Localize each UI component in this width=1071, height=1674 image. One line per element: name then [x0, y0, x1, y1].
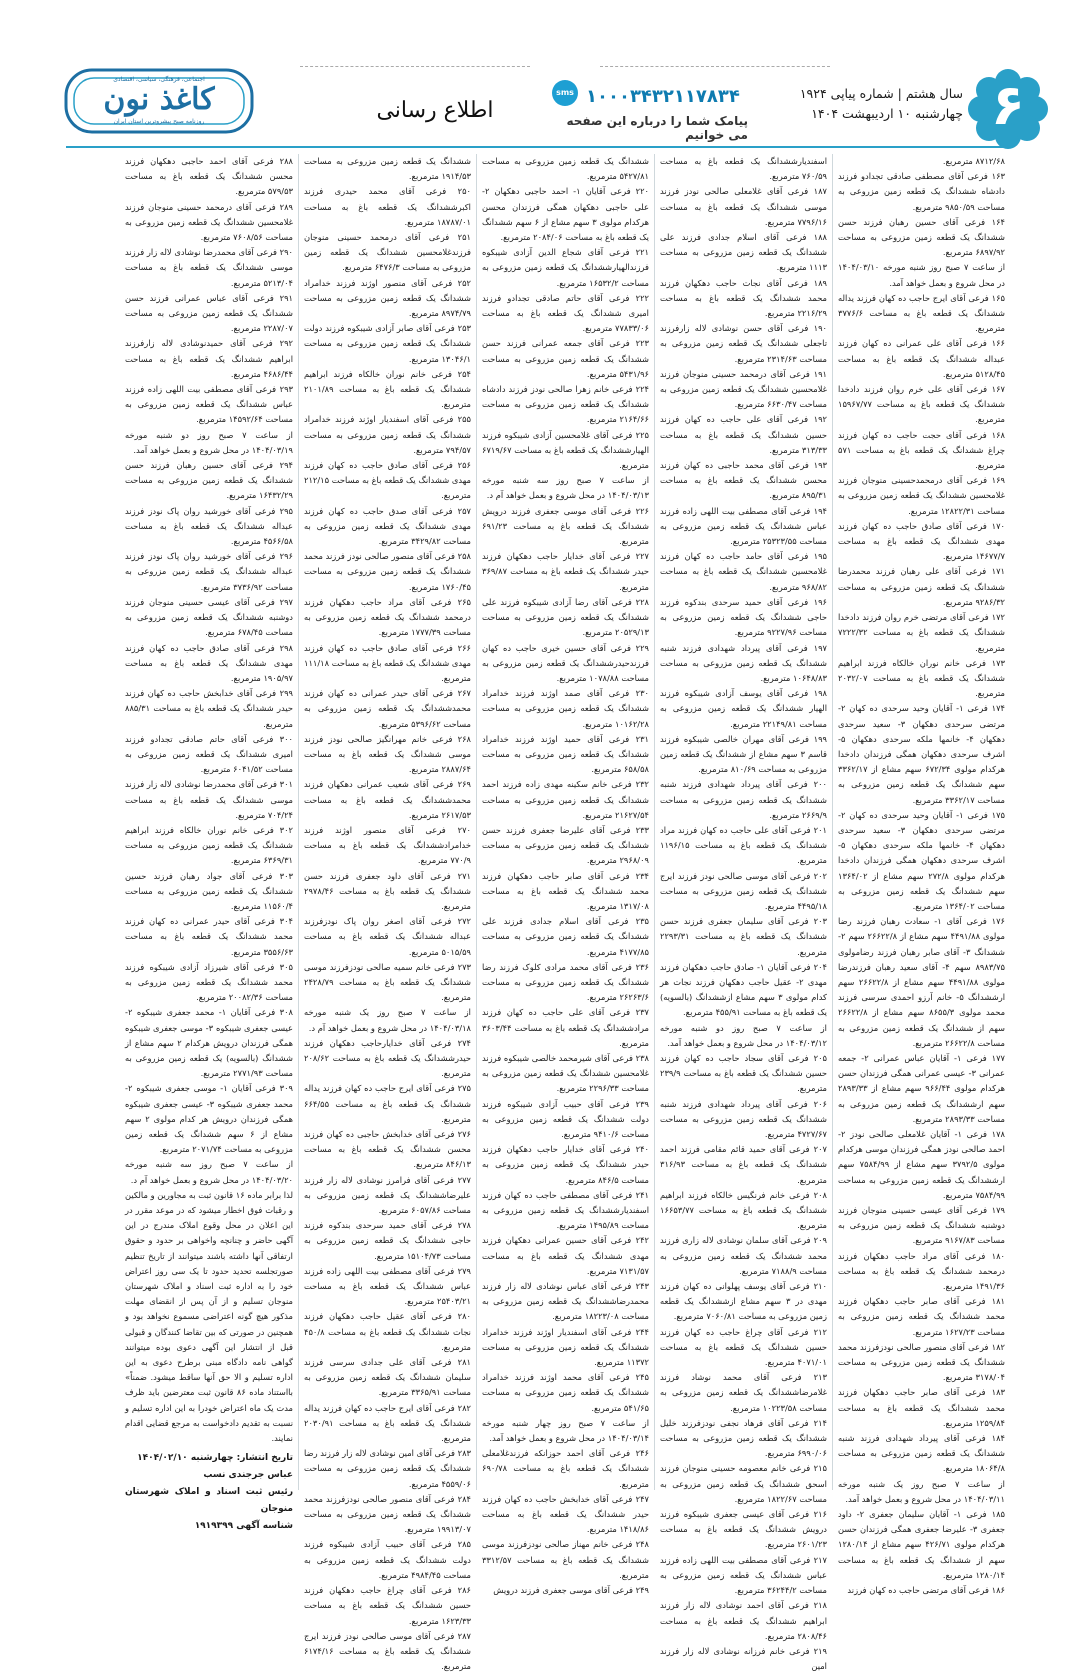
- notice-paragraph: ۲۳۶ فرعی آقای محمد مرادی کلوک فرزند رضا ششدانگ یک قطعه زمین مزروعی به مساحت ۲۶۲۶۳/۶ مترمربع.: [482, 961, 649, 1003]
- notice-paragraph: ۲۲۷ فرعی آقای خدایار حاجب دهکهان فرزند حیدر ششدانگ یک قطعه باغ به مساحت ۳۶۹/۸۷ مترمربع.: [482, 551, 649, 592]
- notice-paragraph: ۱۸۳ فرعی آقای صابر حاجب دهکهان فرزند محمد ششدانگ یک قطعه باغ به مساحت ۱۲۵۹/۸۴ مترمربع.: [838, 1387, 1005, 1428]
- notice-paragraph: ۱۸۱ فرعی آقای صابر حاجب دهکهان فرزند محمد ششدانگ یک قطعه زمین مزروعی به مساحت ۱۶۲۷/۲۳ مترمربع.: [838, 1296, 1005, 1337]
- notice-paragraph: ۲۹۲ فرعی آقای حمیدنوشادی لاله زارفرزند ابراهیم ششدانگ یک قطعه باغ به مساحت ۴۶۸۶/۴۴ مترمربع.: [125, 338, 293, 379]
- notice-paragraph: ۲۱۹ فرعی خانم فرزانه نوشادی لاله زار فرزند امین: [660, 1645, 827, 1672]
- notice-paragraph: ۲۵۰ فرعی آقای محمد حیدری فرزند اکبرششدانگ یک قطعه باغ به مساحت ۱۸۷۸۷/۰۱ مترمربع.: [304, 186, 471, 227]
- notice-paragraph: لذا برابر ماده ۱۶ قانون ثبت به مجاورین و مالکین و رقبات فوق اخطار میشود که در موعد مقرر در این اعلان در محل وقوع املاک مندرج در این آگهی حاضر و چنانچه واخواهی بر حدود و حقوق ارتفاقی آنها داشته باشند میتوانند از تاریخ تنظیم صورتجلسه تحدید حدود تا یک سی روز اعتراض خود را به اداره ثبت اسناد و املاک شهرستان منوجان تسلیم و از آن پس از انقضای مهلت مذکور هیچ گونه اعتراضی مسموع نخواهد بود و همچنین در صورتی که بین تقاضا کنندگان و قبولی قبل از انتشار این آگهی دعوی بوده میتوانند گواهی نامه دادگاه مبنی برطرح دعوی به این اداره تسلیم و الا حق آنها ساقط میشود. ضمناً» بااستناد ماده ۸۶ قانون ثبت معترضین باید ظرف مدت یک ماه اعتراض خودرا به این اداره تسلیم و نسبت به تقدیم دادخواست به مرجع قضایی اقدام نمایند.: [125, 1189, 293, 1444]
- notice-paragraph: ۱۹۰ فرعی آقای حسن نوشادی لاله زارفرزند تاجعلی ششدانگ یک قطعه زمین مزروعی به مساحت ۲۳۱۴/۶۳ مترمربع.: [660, 323, 827, 364]
- notice-paragraph: ۲۹۵ فرعی آقای خورشید روان پاک نودز فرزند عبداله ششدانگ یک قطعه باغ به مساحت ۴۵۶۶/۵۸ مترمربع.: [125, 505, 293, 547]
- notice-paragraph: ۲۱۰ فرعی آقای یوسف پهلوانی ده کهان فرزند مهدی در ۳ سهم مشاع ازششدانگ یک قطعه زمین مزروعی به مساحت ۷۰۶۰/۸۱ مترمربع.: [660, 1281, 828, 1322]
- notice-paragraph: ۲۷۸ فرعی آقای حمید سرحدی بندکوه فرزند حاجی ششدانگ یک قطعه زمین مزروعی به مساحت ۱۵۱۰۴/۷۳ مترمربع.: [304, 1220, 471, 1261]
- notice-paragraph: ۲۰۹ فرعی آقای سلمان نوشادی لاله زاری فرزند محمد ششدانگ یک قطعه زمین مزروعی به مساحت ۷۱۸۸/۹ مترمربع.: [660, 1235, 827, 1276]
- notice-paragraph: ۳۰۰ فرعی آقای حاتم صادقی تجدادو فرزند امیری ششدانگ یک قطعه زمین مزروعی به مساحت ۶۰۴۱/۵۲ مترمربع.: [125, 733, 293, 775]
- column-3: [476, 154, 654, 1596]
- notice-paragraph: ۲۵۴ فرعی خانم نوران خالکاه فرزند ابراهیم ششدانگ یک قطعه باغ به مساحت ۲۱۰۱/۸۹ مترمربع.: [304, 368, 471, 410]
- column-2: [654, 154, 832, 1672]
- notice-paragraph: ۲۱۸ فرعی آقای احمد نوشادی لاله زار فرزند ابراهیم ششدانگ یک قطعه باغ به مساحت ۲۸۰۸/۴۶ مترمربع.: [660, 1600, 827, 1641]
- notice-paragraph: ۲۵۳ فرعی آقای صابر آزادی شیبکوه فرزند دولت ششدانگ یک قطعه زمین مزروعی به مساحت ۱۳۰۴۶/۱ مترمربع.: [304, 323, 471, 364]
- notice-paragraph: ۱۷۳ فرعی خانم نوران خالکاه فرزند ابراهیم ششدانگ یک قطعه باغ به مساحت ۲۰۳۲/۰۷ مترمربع.: [838, 657, 1005, 699]
- notice-paragraph: ۲۴۴ فرعی آقای اسفندیار اوژند فرزند خدامراد ششدانگ یک قطعه زمین مزروعی به مساحت ۱۱۳۷۲ مترمربع.: [482, 1326, 649, 1368]
- notice-paragraph: ۲۳۴ فرعی آقای صابر حاجب دهکهان فرزند محمد ششدانگ یک قطعه باغ به مساحت ۱۳۱۷/۰۸ مترمربع.: [482, 870, 649, 911]
- notice-paragraph: ۲۶۶ فرعی آقای صادق حاجب ده کهان فرزند مهدی ششدانگ یک قطعه باغ به مساحت ۱۱۱/۱۸ مترمربع.: [304, 642, 471, 683]
- notice-paragraph: ۱۷۶ فرعی آقای ۱- سعادت رهبان فرزند رضا مولوی ۴۴۹۱/۸۸ سهم مشاع از ۲۶۶۲۲/۸ سهم ۲- ششدانگ ۳- آقای صابر رهبان فرزند رضامولوی ۸۹۸۳/۷۵ سهم ۴- آقای سعید رهبان فرزندرضا مولوی ۴۴۹۱/۸۸ سهم مشاع از ۲۶۶۲۲/۸ سهم ارششدانگ ۵- خانم آرزو احمدی سرسی فرزند محمد مولوی ۸۶۵۵/۳ سهم مشاع از ۲۶۶۲۲/۸ سهم از ششدانگ یک قطعه زمین مزروعی به مساحت ۲۶۶۲۲/۸ مترمربع.: [838, 916, 1006, 1048]
- page-header: [0, 0, 1071, 150]
- notice-paragraph: ۲۵۲ فرعی آقای منصور اوژند فرزند خدامراد ششدانگ یک قطعه زمین مزروعی به مساحت ۸۹۷۴/۷۹ مترمربع.: [304, 277, 471, 319]
- notice-paragraph: ۲۲۴ فرعی خانم زهرا صالحی نودز فرزند دادشاه ششدانگ یک قطعه زمین مزروعی به مساحت ۲۱۶۴/۶۶ مترمربع.: [482, 384, 649, 425]
- notice-paragraph: ۱۸۰ فرعی آقای مراد حاجب دهکهان فرزند درمحمد ششدانگ یک قطعه باغ به مساحت ۱۴۹۱/۳۶ مترمربع.: [838, 1250, 1005, 1292]
- signer-role: رئیس ثبت اسناد و املاک شهرستان منوجان: [125, 1487, 293, 1515]
- sms-text: پیامک شما را درباره این صفحه می خوانیم: [566, 114, 748, 142]
- notice-paragraph: ۱۸۴ فرعی آقای پیرداد شهدادی فرزند شنبه ششدانگ یک قطعه زمین مزروعی به مساحت ۱۸۰۶۴/۸ مترمربع.: [838, 1433, 1005, 1474]
- notice-paragraph: ۲۷۶ فرعی آقای خدابخش حاجبی ده کهان فرزند محسن ششدانگ یک قطعه باغ به مساحت ۸۴۶/۱۳ مترمربع.: [304, 1129, 471, 1170]
- notice-paragraph: ۱۶۷ فرعی آقای علی خرم روان فرزند دادخدا ششدانگ یک قطعه باغ به مساحت ۱۵۹۶۷/۷۷ مترمربع.: [838, 384, 1005, 425]
- signer-name: عباس جرجندی نسب: [203, 1470, 293, 1481]
- notice-paragraph: ۱۸۷ فرعی آقای غلامعلی صالحی نودز فرزند موسی ششدانگ یک قطعه باغ به مساحت ۷۷۹۶/۱۶ مترمربع.: [660, 186, 827, 227]
- notice-paragraph: ۲۰۸ فرعی خانم فرنگیس خالکاه فرزند ابراهیم ششدانگ یک قطعه باغ به مساحت ۱۶۶۵۳/۷۷ مترمربع.: [660, 1189, 827, 1231]
- notice-paragraph: ۲۸۷ فرعی آقای موسی صالحی نودز فرزند ایرج ششدانگ یک قطعه باغ به مساحت ۶۱۷۴/۱۶ مترمربع.: [304, 1630, 471, 1672]
- notice-paragraph: ۲۸۸ فرعی آقای احمد حاجبی دهکهان فرزند محسن ششدانگ یک قطعه باغ به مساحت ۵۷۹/۵۳ مترمربع.: [125, 156, 293, 197]
- notice-paragraph: ۱۹۴ فرعی آقای مصطفی بیت اللهی زاده فرزند عباس ششدانگ یک قطعه زمین مزروعی به مساحت ۲۵۳۲۳/۵۵ مترمربع.: [660, 505, 827, 547]
- notice-paragraph: ۲۲۹ فرعی آقای حسین خیری حاجب ده کهان فرزندحیدرششدانگ یک قطعه زمین مزروعی به مساحت ۱۰۷۸/۸۸ مترمربع.: [482, 642, 649, 683]
- notice-paragraph: ۲۲۵ فرعی آقای غلامحسین آزادی شیبکوه فرزند الهیارششدانگ یک قطعه باغ به مساحت ۶۷۱۹/۶۷ مترمربع.: [482, 429, 649, 471]
- notice-paragraph: ۱۷۷ فرعی ۱- آقایان عباس عمرانی ۲- جمعه عمرانی ۳- عیسی عمرانی همگی فرزندان حسن هرکدام مولوی ۹۶۶/۴۴ سهم مشاع از ۲۸۹۳/۳۳ سهم ارششدانگ یک قطعه زمین مزروعی به مساحت ۲۸۹۳/۳۳ مترمربع.: [838, 1052, 1005, 1124]
- notice-paragraph: ۲۰۲ فرعی آقای موسی صالحی نودز فرزند ایرج ششدانگ یک قطعه زمین مزروعی به مساحت ۴۴۹۵/۱۸ مترمربع.: [660, 870, 827, 911]
- notice-paragraph: ۲۳۳ فرعی آقای علیرضا جعفری فرزند حسن ششدانگ یک قطعه زمین مزروعی به مساحت ۲۹۶۸/۰۹ مترمربع.: [482, 824, 649, 866]
- notice-paragraph: ۱۸۸ فرعی آقای اسلام جدادی فرزند علی ششدانگ یک قطعه زمین مزروعی به مساحت ۱۱۱۳ مترمربع.: [660, 232, 827, 273]
- notice-paragraph: ۲۷۰ فرعی آقای منصور اوژند فرزند خدامرادششدانگ یک قطعه باغ به مساحت ۷۷۰/۹ مترمربع.: [304, 824, 471, 866]
- notice-paragraph: ۲۲۱ فرعی آقای شجاع الدین آزادی شیبکوه فرزندالهیارششدانگ یک قطعه زمین مزروعی به مساحت ۱۶۵۳۲/۲ مترمربع.: [482, 247, 649, 288]
- notice-paragraph: ۱۷۵ فرعی ۱- آقایان وحید سرحدی ده کهان ۲- مرتضی سرحدی دهکهان ۳- سعید سرحدی دهکهان ۴- خانمها ملکه سرحدی دهکهان ۵- اشرف سرحدی دهکهان همگی فرزندان دادخدا هرکدام مولوی ۲۷۲/۸ سهم مشاع از ۱۳۶۴/۰۲ سهم ششدانگ یک قطعه زمین مزروعی به مساحت ۱۳۶۴/۰۲ مترمربع.: [838, 809, 1005, 911]
- notice-paragraph: ۲۱۳ فرعی آقای محمد نوشاد فرزند غلامرضاششدانگ یک قطعه زمین مزروعی به مساحت ۱۰۲۲۳/۵۸ مترمربع.: [660, 1372, 827, 1413]
- notice-paragraph: ۳۰۴ فرعی آقای حیدر عمرانی ده کهان فرزند محمد ششدانگ یک قطعه باغ به مساحت ۳۵۵۶/۶۳ مترمربع.: [125, 916, 293, 957]
- notice-paragraph: ۲۵۵ فرعی آقای اسفندیار اوژند فرزند خدامراد ششدانگ یک قطعه زمین مزروعی به مساحت ۷۹۴/۵۷ مترمربع.: [304, 414, 471, 455]
- newspaper-logo: [64, 62, 254, 140]
- notice-paragraph: ۱۶۹ فرعی آقای درمحمدحسینی منوجان فرزند غلامحسین ششدانگ یک قطعه زمین مزروعی به مساحت ۱۲۸۲۲/۳۱ مترمربع.: [838, 475, 1005, 516]
- notice-paragraph: ۲۰۳ فرعی آقای سلیمان جعفری فرزند حسن ششدانگ یک قطعه باغ به مساحت ۲۲۹۳/۳۱ مترمربع.: [660, 916, 827, 957]
- notice-paragraph: ۱۸۹ فرعی آقای نجات حاجب دهکهان فرزند محمد ششدانگ یک قطعه باغ به مساحت ۲۲۱۶/۲۹ مترمربع.: [660, 277, 827, 319]
- notice-paragraph: ۲۸۱ فرعی آقای علی جدادی سرسی فرزند سلیمان ششدانگ یک قطعه زمین مزروعی به مساحت ۳۳۶۵/۹۱ مترمربع.: [304, 1357, 471, 1398]
- page-number: ۶: [990, 73, 1026, 138]
- notice-paragraph: ۲۱۶ فرعی آقای عیسی جعفری شیبکوه فرزند درویش ششدانگ یک قطعه باغ به مساحت ۲۶۰۱/۲۳ مترمربع.: [660, 1509, 827, 1550]
- notice-paragraph: ۲۰۷ فرعی آقای حمید قائم مقامی فرزند احمد ششدانگ یک قطعه باغ به مساحت ۳۱۶/۹۳ مترمربع.: [660, 1144, 827, 1185]
- logo-top-text: اجتماعی، فرهنگی، سیاسی، اقتصادی: [113, 76, 205, 83]
- notice-paragraph: از ساعت ۷ صبح روز سه شنبه مورخه ۱۴۰۴/۰۳/۲۰ در محل شروع و بعمل خواهد آم د.: [125, 1159, 293, 1185]
- notice-paragraph: ۲۵۶ فرعی آقای صادق حاجب ده کهان فرزند مهدی ششدانگ یک قطعه باغ به مساحت ۲۱۲/۱۵ مترمربع.: [304, 460, 471, 501]
- notice-paragraph: ۲۸۹ فرعی آقای درمحمد حسینی منوجان فرزند غلامحسین ششدانگ یک قطعه زمین مزروعی به مساحت ۷۶۰۸/۵۶ مترمربع.: [125, 201, 293, 243]
- notice-paragraph: ۲۷۳ فرعی خانم سمیه صالحی نودزفرزند موسی ششدانگ یک قطعه باغ به مساحت ۲۴۲۸/۷۹ مترمربع.: [304, 961, 471, 1003]
- notice-paragraph: ۲۹۶ فرعی آقای خورشید روان پاک نودز فرزند عبداله ششدانگ یک قطعه زمین مزروعی به مساحت ۳۷۳۶/۹۲ مترمربع.: [125, 551, 293, 592]
- notice-paragraph: ۲۴۳ فرعی آقای عباس نوشادی لاله زار فرزند محمدرضاششدانگ یک قطعه زمین مزروعی به مساحت ۱۸۲۲۳/۰۸ مترمربع.: [482, 1281, 649, 1322]
- notice-paragraph: از ساعت ۷ صبح روز چهار شنبه مورخه ۱۴۰۴/۰۳/۱۴ در محل شروع و بعمل خواهد آمد.: [482, 1417, 649, 1444]
- notice-paragraph: ۲۷۲ فرعی آقای اصغر روان پاک نودزفرزند عبداله ششدانگ یک قطعه باغ به مساحت ۵۰۱۵/۵۹ مترمربع.: [304, 916, 471, 957]
- notice-paragraph: ۲۶۵ فرعی آقای مراد حاجب دهکهان فرزند درمحمد ششدانگ یک قطعه زمین مزروعی به مساحت ۱۷۷۷/۳۹ مترمربع.: [304, 596, 471, 638]
- notice-paragraph: ۲۲۰ فرعی آقایان ۱- احمد حاجبی دهکهان ۲- علی حاجبی دهکهان همگی فرزندان محسن هرکدام مولوی ۳ سهم مشاع از ۶ سهم ششدانگ یک قطعه باغ به مساحت ۲۰۸۴/۰۶ مترمربع.: [482, 186, 650, 243]
- text-columns: [66, 154, 1010, 1672]
- issue-date: چهارشنبه ۱۰ اردیبهشت ۱۴۰۴: [811, 106, 963, 121]
- header-divider-right: [600, 66, 830, 67]
- issue-line: سال هشتم | شماره پیاپی ۱۹۲۴: [799, 86, 963, 101]
- notice-paragraph: ۲۱۷ فرعی آقای مصطفی بیت اللهی زاده فرزند عباس ششدانگ یک قطعه زمین مزروعی به مساحت ۳۶۲۴۴/۲ مترمربع.: [660, 1554, 827, 1596]
- notice-paragraph: ۲۶۷ فرعی آقای حیدر عمرانی ده کهان فرزند محمدششدانگ یک قطعه زمین مزروعی به مساحت ۵۳۹۶/۶۲ مترمربع.: [304, 688, 471, 729]
- notice-paragraph: ۲۴۶ فرعی آقای احمد حوزانکه فرزندغلامعلی ششدانگ یک قطعه باغ به مساحت ۶۹۰/۷۸ مترمربع.: [482, 1448, 649, 1489]
- notice-paragraph: ۲۷۹ فرعی آقای مصطفی بیت اللهی زاده فرزند عباس ششدانگ یک قطعه باغ به مساحت ۲۵۴۰۳/۲۱ مترمربع.: [304, 1265, 471, 1307]
- notice-paragraph: ۱۷۲ فرعی آقای مرتضی خرم روان فرزند دادخدا ششدانگ یک قطعه باغ به مساحت ۷۲۲۲/۳۲ مترمربع.: [838, 612, 1005, 653]
- notice-paragraph: ۲۹۷ فرعی آقای عیسی حسینی منوجان فرزند دوشنبه ششدانگ یک قطعه زمین مزروعی به مساحت ۶۷۸/۴۵ مترمربع.: [125, 596, 293, 638]
- notice-paragraph: از ساعت ۷ صبح روز شنبه مورخه ۱۴۰۴/۰۳/۱۰ در محل شروع و بعمل خواهد آمد.: [838, 262, 1005, 288]
- notice-paragraph: ۲۴۷ فرعی آقای خدابخش حاجب ده کهان فرزند حیدر ششدانگ یک قطعه باغ به مساحت ۱۴۱۸/۸۶ مترمربع.: [482, 1493, 649, 1535]
- notice-paragraph: ۱۶۶ فرعی آقای علی عمرانی ده کهان فرزند عبداله ششدانگ یک قطعه باغ به مساحت ۵۱۲۸/۴۵ مترمربع.: [838, 338, 1005, 379]
- notice-paragraph: ۲۲۳ فرعی آقای جمعه عمرانی فرزند حسن ششدانگ یک قطعه زمین مزروعی به مساحت ۵۴۳۱/۹۶ مترمربع.: [482, 338, 649, 379]
- notice-paragraph: ۱۹۲ فرعی آقای علی حاجب ده کهان فرزند حسین ششدانگ یک قطعه باغ به مساحت ۳۱۳/۳۳ مترمربع.: [660, 414, 827, 455]
- logo-name: کاغذ نون: [103, 82, 215, 117]
- notice-paragraph: ۱۹۷ فرعی آقای پیرداد شهدادی فرزند شنبه ششدانگ یک قطعه زمین مزروعی به مساحت ۱۰۶۴۸/۸۳ مترمربع.: [660, 642, 827, 683]
- logo-bottom-text: روزنامه صبح پیشروترین استان ایران: [113, 118, 205, 125]
- notice-paragraph: ۲۸۶ فرعی آقای چراغ حاجب دهکهان فرزند حسین ششدانگ یک قطعه باغ به مساحت ۱۶۲۳/۳۳ مترمربع.: [304, 1585, 471, 1626]
- notice-paragraph: ۲۰۰ فرعی آقای پیرداد شهدادی فرزند شنبه ششدانگ یک قطعه زمین مزروعی به مساحت ۲۶۶۹/۹ مترمربع.: [660, 779, 827, 820]
- notice-paragraph: ۱۸۵ فرعی ۱- آقایان سلیمان جعفری ۲- داود جعفری ۳- علیرضا جعفری همگی فرزندان حسن هرکدام مولوی ۴۲۶/۷۱ سهم مشاع از ۱۲۸۰/۱۴ سهم از ششدانگ یک قطعه باغ به مساحت ۱۲۸۰/۱۴ مترمربع.: [838, 1509, 1005, 1580]
- notice-paragraph: ۲۴۰ فرعی آقای خدایار حاجب دهکهان فرزند حیدر ششدانگ یک قطعه زمین مزروعی به مساحت ۸۴۶/۵ مترمربع.: [482, 1144, 649, 1185]
- notice-paragraph: ۲۲۲ فرعی آقای حاتم صادقی تجدادو فرزند امیری ششدانگ یک قطعه باغ به مساحت ۷۷۸۳۳/۰۶ مترمربع.: [482, 292, 649, 334]
- notice-paragraph: ۲۴۹ فرعی آقای موسی جعفری فرزند درویش: [493, 1585, 649, 1596]
- notice-paragraph: ۱۹۵ فرعی آقای حامد حاجب ده کهان فرزند غلامحسین ششدانگ یک قطعه باغ به مساحت ۹۶۸/۸۲ مترمربع.: [660, 551, 827, 592]
- notice-paragraph: ۱۹۹ فرعی آقای مهران خالصی شیبکوه فرزند قاسم ۳ سهم مشاع از ششدانگ یک قطعه زمین مزروعی به مساحت ۸۱۰/۶۹ مترمربع.: [660, 733, 828, 775]
- notice-paragraph: ۲۴۵ فرعی آقای محمد اوژند فرزند خدامراد ششدانگ یک قطعه زمین مزروعی به مساحت ۵۴۱/۶۵ مترمربع.: [482, 1372, 649, 1413]
- notice-paragraph: از ساعت ۷ صبح روز یک شنبه مورخه ۱۴۰۴/۰۳/۱۸ در محل شروع و بعمل خواهد آم د.: [304, 1007, 471, 1033]
- notice-paragraph: ۱۶۴ فرعی آقای حسین رهبان فرزند حسن ششدانگ یک قطعه زمین مزروعی به مساحت ۶۸۹۷/۹۲ مترمربع.: [838, 216, 1005, 258]
- notice-paragraph: ۱۹۶ فرعی آقای حمید سرحدی بندکوه فرزند حاجی ششدانگ یک قطعه زمین مزروعی به مساحت ۹۲۲۷/۹۶ مترمربع.: [660, 596, 827, 638]
- notice-paragraph: اسفندیارششدانگ یک قطعه باغ به مساحت ۷۶۰/۵۹ مترمربع.: [660, 156, 827, 182]
- notice-paragraph: ۲۳۸ فرعی آقای شیرمحمد خالصی شیبکوه فرزند غلامحسین ششدانگ یک قطعه زمین مزروعی به مساحت ۲۲۹۶/۳۳ مترمربع.: [482, 1052, 649, 1094]
- column-4: [298, 154, 476, 1672]
- notice-paragraph: ۳۰۲ فرعی خانم نوران خالکاه فرزند ابراهیم ششدانگ یک قطعه زمین مزروعی به مساحت ۶۳۶۹/۳۱ مترمربع.: [125, 824, 293, 866]
- publish-date: تاریخ انتشار: چهارشنبه ۱۴۰۴/۰۲/۱۰: [137, 1453, 293, 1464]
- notice-paragraph: از ساعت ۷ صبح روز سه شنبه مورخه ۱۴۰۴/۰۳/۱۳ در محل شروع و بعمل خواهد آم د.: [482, 475, 649, 501]
- notice-paragraph: ۱۷۴ فرعی ۱- آقایان وحید سرحدی ده کهان ۲- مرتضی سرحدی دهکهان ۳- سعید سرحدی دهکهان ۴- خانمها ملکه سرحدی دهکهان ۵- اشرف سرحدی دهکهان همگی فرزندان دادخدا هرکدام مولوی ۶۷۲/۳۴ سهم مشاع از ۳۳۶۲/۱۷ سهم ششدانگ یک قطعه زمین مزروعی به مساحت ۳۳۶۲/۱۷ مترمربع.: [838, 703, 1005, 805]
- notice-paragraph: ۱۷۹ فرعی آقای عیسی حسینی منوجان فرزند دوشنبه ششدانگ یک قطعه زمین مزروعی به مساحت ۹۱۶۷/۸۳ مترمربع.: [838, 1205, 1005, 1246]
- notice-paragraph: ششدانگ یک قطعه زمین مزروعی به مساحت ۵۴۲۷/۸۱ مترمربع.: [482, 156, 649, 182]
- notice-paragraph: ۲۵۷ فرعی آقای صدق حاجب ده کهان فرزند مهدی ششدانگ یک قطعه زمین مزروعی به مساحت ۳۴۲۹/۸۲ مترمربع.: [304, 505, 471, 547]
- column-1: [832, 154, 1010, 1596]
- notice-paragraph: ۲۵۸ فرعی آقای منصور صالحی نودز فرزند محمد ششدانگ یک قطعه زمین مزروعی به مساحت ۱۷۶۰/۴۵ مترمربع.: [304, 551, 471, 592]
- notice-signature: [125, 1450, 293, 1535]
- notice-paragraph: از ساعت ۷ صبح روز دو شنبه مورخه ۱۴۰۴/۰۳/۱۲ در محل شروع و بعمل خواهد آمد.: [660, 1022, 827, 1048]
- issue-info: [743, 84, 963, 124]
- notice-paragraph: ۲۰۶ فرعی آقای پیرداد شهدادی فرزند شنبه ششدانگ یک قطعه زمین مزروعی به مساحت ۴۷۲۷/۶۷ مترمربع.: [660, 1098, 827, 1139]
- notice-paragraph: ۲۵۱ فرعی آقای درمحمد حسینی منوجان فرزندغلامحسین ششدانگ یک قطعه زمین مزروعی به مساحت ۶۴۷۶/۳ مترمربع.: [304, 232, 471, 273]
- notice-paragraph: ۱۷۱ فرعی آقای علی رهبان فرزند محمدرضا ششدانگ یک قطعه زمین مزروعی به مساحت ۹۲۸۶/۳۲ مترمربع.: [838, 566, 1005, 607]
- notice-paragraph: ۳۰۸ فرعی آقایان ۱- محمد جعفری شیبکوه ۲- عیسی جعفری شیبکوه ۳- موسی جعفری شیبکوه همگی فرزندان درویش هرکدام ۲ سهم مشاع از ششدانگ (بالسویه) یک قطعه زمین مزروعی به مساحت ۲۷۷۱/۹۳ مترمربع.: [125, 1007, 293, 1079]
- notice-paragraph: ۱۷۰ فرعی آقای صادق حاجب ده کهان فرزند مهدی ششدانگ یک قطعه باغ به مساحت ۱۴۶۷۷/۷ مترمربع.: [838, 520, 1005, 562]
- header-divider-left: [300, 66, 530, 67]
- notice-paragraph: ۲۰۴ فرعی آقایان ۱- صادق حاجب دهکهان فرزند مهدی ۲- عقیل حاجب دهکهان فرزند نجات هر کدام مولوی ۳ سهم مشاع ازششدانگ (بالسویه) یک قطعه باغ به مساحت ۴۵۵/۹۱ مترمربع.: [660, 961, 827, 1018]
- sms-icon: sms: [552, 80, 578, 106]
- notice-paragraph: ۳۰۱ فرعی آقای محمدرضا نوشادی لاله زار فرزند موسی ششدانگ یک قطعه باغ به مساحت ۷۰۴/۲۴ مترمربع.: [125, 779, 293, 820]
- notice-paragraph: ۸۷۱۲/۶۸ مترمربع.: [942, 156, 1005, 166]
- notice-paragraph: از ساعت ۷ صبح روز یک شنبه مورخه ۱۴۰۴/۰۳/۱۱ در محل شروع و بعمل خواهد آمد.: [838, 1478, 1005, 1504]
- notice-paragraph: ۲۹۴ فرعی آقای حسین رهبان فرزند حسن ششدانگ یک قطعه زمین مزروعی به مساحت ۱۶۴۳۲/۲۹ مترمربع.: [125, 460, 293, 501]
- notice-paragraph: ۲۳۵ فرعی آقای اسلام جدادی فرزند علی ششدانگ یک قطعه زمین مزروعی به مساحت ۴۱۷۷/۸۵ مترمربع.: [482, 916, 649, 957]
- notice-paragraph: ۲۳۱ فرعی آقای حمید اوژند فرزند خدامراد ششدانگ یک قطعه زمین مزروعی به مساحت ۶۵۸/۵۸ مترمربع.: [482, 733, 649, 775]
- notice-paragraph: ۲۳۰ فرعی آقای صمد اوژند فرزند خدامراد ششدانگ یک قطعه زمین مزروعی به مساحت ۱۰۱۶۲/۲۸ مترمربع.: [482, 688, 649, 729]
- notice-paragraph: ۱۷۸ فرعی ۱- آقایان غلامعلی صالحی نودز ۲- احمد صالحی نودز همگی فرزندان موسی هرکدام مولوی ۳۷۹۲/۵ سهم مشاع از ۷۵۸۴/۹۹ سهم ارششدانگ یک قطعه زمین مزروعی به مساحت ۷۵۸۴/۹۹ مترمربع.: [838, 1129, 1006, 1200]
- notice-paragraph: ۲۱۴ فرعی آقای فرهاد نجفی نودزفرزند خلیل ششدانگ یک قطعه زمین مزروعی به مساحت ۶۹۹۰/۰۶ مترمربع.: [660, 1417, 827, 1459]
- notice-paragraph: ۳۰۵ فرعی آقای شیرزاد آزادی شیبکوه فرزند محمد ششدانگ یک قطعه زمین مزروعی به مساحت ۲۰۰۸۲/۳۶ مترمربع.: [125, 961, 293, 1003]
- notice-paragraph: ۲۶۹ فرعی آقای شعیب عمرانی دهکهان فرزند محمدششدانگ یک قطعه باغ به مساحت ۲۶۱۷/۵۳ مترمربع.: [304, 779, 471, 820]
- notice-paragraph: ششدانگ یک قطعه زمین مزروعی به مساحت ۱۹۱۴/۵۳ مترمربع.: [304, 156, 471, 182]
- section-title: اطلاع رسانی: [376, 98, 494, 123]
- notice-paragraph: ۲۸۴ فرعی آقای منصور صالحی نودزفرزند محمد ششدانگ یک قطعه زمین مزروعی به مساحت ۱۹۹۱۳/۰۷ مترمربع.: [304, 1493, 471, 1535]
- notice-paragraph: ۲۴۸ فرعی خانم مهناز صالحی نودزفرزند موسی ششدانگ یک قطعه باغ به مساحت ۳۳۱۲/۵۷ مترمربع.: [482, 1539, 649, 1580]
- notice-paragraph: ۲۰۱ فرعی آقای علی حاجب ده کهان فرزند مراد ششدانگ یک قطعه باغ به مساحت ۱۱۹۶/۱۵ مترمربع.: [660, 824, 827, 866]
- notice-paragraph: ۲۸۵ فرعی آقای حبیب آزادی شیبکوه فرزند دولت ششدانگ یک قطعه زمین مزروعی به مساحت ۴۹۸۴/۴۵ مترمربع.: [304, 1539, 471, 1580]
- notice-paragraph: ۲۱۵ فرعی خانم معصومه حسینی منوجان فرزند اسحق ششدانگ یک قطعه زمین مزروعی به مساحت ۱۸۲۲/۶۷ مترمربع.: [660, 1463, 827, 1504]
- notice-paragraph: ۲۱۲ فرعی آقای چراغ حاجب ده کهان فرزند حسین ششدانگ یک قطعه باغ به مساحت ۴۰۷۱/۰۱ مترمربع.: [660, 1326, 827, 1368]
- notice-paragraph: ۲۷۱ فرعی آقای داود جعفری فرزند حسن ششدانگ یک قطعه باغ به مساحت ۲۹۷۸/۴۶ مترمربع.: [304, 870, 471, 911]
- notice-paragraph: ۲۳۹ فرعی آقای حبیب آزادی شیبکوه فرزند دولت ششدانگ یک قطعه زمین مزروعی به مساحت ۹۴۱۰/۶ مترمربع.: [482, 1098, 649, 1139]
- notice-paragraph: ۱۶۸ فرعی آقای حجت حاجب ده کهان فرزند چراغ ششدانگ یک قطعه باغ به مساحت ۵۷۱ مترمربع.: [838, 429, 1005, 471]
- notice-paragraph: ۲۸۰ فرعی آقای عقیل حاجب دهکهان فرزند نجات ششدانگ یک قطعه باغ به مساحت ۴۵۰/۸ مترمربع.: [304, 1311, 471, 1352]
- notice-paragraph: ۳۰۳ فرعی آقای جواد رهبان فرزند حسین ششدانگ یک قطعه زمین مزروعی به مساحت ۱۱۵۶۰/۴ مترمربع.: [125, 870, 293, 911]
- notice-paragraph: ۲۶۸ فرعی خانم مهرانگیز صالحی نودز فرزند موسی ششدانگ یک قطعه باغ به مساحت ۲۸۸۷/۶۴ مترمربع.: [304, 733, 471, 775]
- sms-number: ۱۰۰۰۳۴۳۲۱۱۷۸۳۴: [586, 86, 740, 107]
- notice-paragraph: ۱۸۶ فرعی آقای مرتضی حاجب ده کهان فرزند: [847, 1585, 1005, 1596]
- notice-paragraph: ۱۶۵ فرعی آقای ایرج حاجب ده کهان فرزند یداله ششدانگ یک قطعه باغ به مساحت ۳۷۷۶/۶ مترمربع.: [838, 292, 1005, 334]
- notice-paragraph: ۲۰۵ فرعی آقای سجاد حاجب ده کهان فرزند حسین ششدانگ یک قطعه باغ به مساحت ۲۳۹/۹ مترمربع.: [660, 1052, 827, 1094]
- notice-paragraph: ۲۸۳ فرعی آقای امین نوشادی لاله زار فرزند رضا ششدانگ یک قطعه زمین مزروعی به مساحت ۴۵۵۹/۰۶ مترمربع.: [304, 1448, 471, 1489]
- sms-box: [548, 78, 758, 142]
- notice-paragraph: ۱۹۱ فرعی آقای درمحمد حسینی منوجان فرزند غلامحسین ششدانگ یک قطعه زمین مزروعی به مساحت ۶۶۳۰/۴۷ مترمربع.: [660, 368, 827, 410]
- notice-paragraph: ۲۳۷ فرعی آقای علی حاجب ده کهان فرزند مرادششدانگ یک قطعه باغ به مساحت ۳۶۰۳/۴۴ مترمربع.: [482, 1007, 649, 1048]
- notice-paragraph: ۲۹۱ فرعی آقای عباس عمرانی فرزند حسن ششدانگ یک قطعه زمین مزروعی به مساحت ۲۲۸۷/۰۷ مترمربع.: [125, 292, 293, 334]
- page-number-badge: [967, 68, 1049, 150]
- notice-paragraph: از ساعت ۷ صبح روز دو شنبه مورخه ۱۴۰۴/۰۳/۱۹ در محل شروع و بعمل خواهد آمد.: [125, 429, 293, 455]
- notice-paragraph: ۲۴۱ فرعی آقای مصطفی حاجب ده کهان فرزند اسفندیارششدانگ یک قطعه زمین مزروعی به مساحت ۱۴۹۵/۸۹ مترمربع.: [482, 1189, 649, 1231]
- notice-paragraph: ۲۳۲ فرعی خانم سکینه مهدی زاده فرزند احمد ششدانگ یک قطعه زمین مزروعی به مساحت ۲۱۶۲۷/۵۴ مترمربع.: [482, 779, 649, 820]
- notice-paragraph: ۱۹۸ فرعی آقای یوسف آزادی شیبکوه فرزند الهیار ششدانگ یک قطعه زمین مزروعی به مساحت ۲۲۱۴۹/۸۱ مترمربع.: [660, 688, 827, 729]
- notice-paragraph: ۲۲۶ فرعی آقای موسی جعفری فرزند درویش ششدانگ یک قطعه باغ به مساحت ۶۹۱/۲۳ مترمربع.: [482, 505, 649, 547]
- ad-id: شناسه آگهی ۱۹۱۹۳۹۹: [194, 1521, 293, 1532]
- notice-paragraph: ۳۰۹ فرعی آقایان ۱- موسی جعفری شیبکوه ۲- محمد جعفری شیبکوه ۳- عیسی جعفری شیبکوه همگی فرزندان درویش هر کدام مولوی ۲ سهم مشاع از ۶ سهم ششدانگ یک قطعه زمین مزروعی به مساحت ۲۰۷۱/۷۴ مترمربع.: [125, 1083, 293, 1155]
- notice-paragraph: ۲۷۵ فرعی آقای ایرج حاجب ده کهان فرزند یداله ششدانگ یک قطعه باغ به مساحت ۶۶۴/۵۵ مترمربع.: [304, 1083, 471, 1124]
- notice-paragraph: ۱۸۲ فرعی آقای منصور صالحی نودزفرزند محمد ششدانگ یک قطعه زمین مزروعی به مساحت ۳۱۷۸/۰۴ مترمربع.: [838, 1341, 1005, 1383]
- notice-paragraph: ۲۷۴ فرعی آقای خدایارحاجب دهکهان فرزند حیدرششدانگ یک قطعه باغ به مساحت ۲۰۸/۶۲ مترمربع.: [304, 1037, 471, 1079]
- notice-paragraph: ۲۸۲ فرعی آقای ایرج حاجب ده کهان فرزند یداله ششدانگ یک قطعه باغ به مساحت ۲۰۳۰/۹۱ مترمربع.: [304, 1402, 471, 1444]
- column-5-body: [125, 154, 293, 1446]
- notice-paragraph: ۲۲۸ فرعی آقای رضا آزادی شیبکوه فرزند علی ششدانگ یک قطعه زمین مزروعی به مساحت ۲۰۵۲۹/۱۳ مترمربع.: [482, 596, 649, 638]
- notice-paragraph: ۱۶۳ فرعی آقای مصطفی صادقی تجدادو فرزند دادشاه ششدانگ یک قطعه زمین مزروعی به مساحت ۹۸۵۰/۵۹ مترمربع.: [838, 171, 1005, 212]
- notice-paragraph: ۲۹۰ فرعی آقای محمدرضا نوشادی لاله زار فرزند موسی ششدانگ یک قطعه باغ به مساحت ۵۲۱۳/۰۴ مترمربع.: [125, 247, 293, 288]
- notice-paragraph: ۲۹۸ فرعی آقای صادق حاجب ده کهان فرزند مهدی ششدانگ یک قطعه باغ به مساحت ۱۹۰۵/۹۷ مترمربع.: [125, 642, 293, 683]
- notice-paragraph: ۲۴۲ فرعی آقای حسین عمرانی دهکهان فرزند مهدی ششدانگ یک قطعه باغ به مساحت ۷۱۳۱/۵۷ مترمربع.: [482, 1235, 649, 1276]
- notice-paragraph: ۲۹۹ فرعی آقای خدابخش حاجب ده کهان فرزند حیدر ششدانگ یک قطعه باغ به مساحت ۸۸۵/۳۱ مترمربع.: [125, 688, 293, 729]
- column-5: [120, 154, 298, 1532]
- notice-paragraph: ۲۹۳ فرعی آقای مصطفی بیت اللهی زاده فرزند عباس ششدانگ یک قطعه زمین مزروعی به مساحت ۱۴۵۹۲/۶۴ مترمربع.: [125, 384, 293, 425]
- notice-paragraph: ۱۹۳ فرعی آقای محمد حاجبی ده کهان فرزند محسن ششدانگ یک قطعه باغ به مساحت ۸۹۵/۳۱ مترمربع.: [660, 460, 827, 501]
- header-rule: [66, 146, 1010, 148]
- notice-paragraph: ۲۷۷ فرعی آقای فرامرز نوشادی لاله زار فرزند علیرضاششدانگ یک قطعه زمین مزروعی به مساحت ۶۰۵۷/۸۶ مترمربع.: [304, 1174, 471, 1216]
